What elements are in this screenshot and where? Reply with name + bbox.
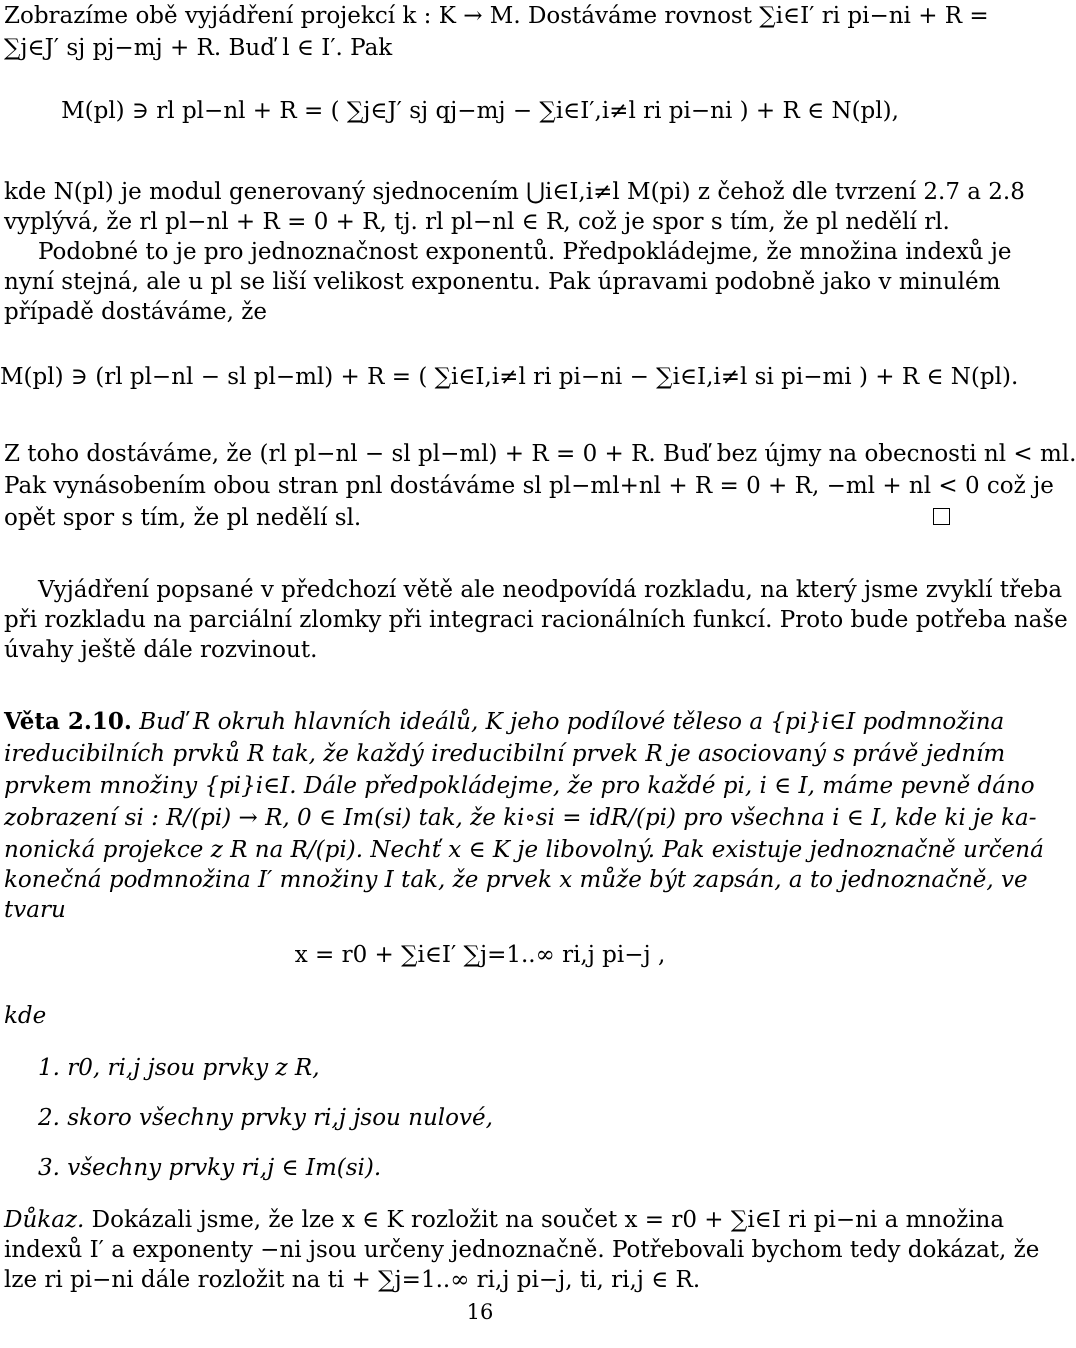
theorem-label: Věta 2.10. — [4, 708, 132, 735]
proof-line: lze ri pi−ni dále rozložit na ti + ∑j=1..∞ ri,j pi−j, ti, ri,j ∈ R. — [4, 1267, 701, 1293]
text-line: nyní stejná, ale u pl se liší velikost exponentu. Pak úpravami podobně jako v minulém — [4, 269, 1001, 295]
qed-square-icon — [933, 508, 950, 525]
text-line: při rozkladu na parciální zlomky při integraci racionálních funkcí. Proto bude potřeba naše — [4, 607, 1068, 633]
theorem-line: nonická projekce z R na R/(pi). Nechť x ∈ K je libovolný. Pak existuje jednoznačně určená — [4, 837, 1044, 863]
text-line: Z toho dostáváme, že (rl pl−nl − sl pl−ml) + R = 0 + R. Buď bez újmy na obecnosti nl < ml. — [4, 441, 1076, 467]
text-line: případě dostáváme, že — [4, 299, 267, 325]
display-equation: x = r0 + ∑i∈I′ ∑j=1..∞ ri,j pi−j , — [294, 942, 666, 968]
proof-line — [4, 1206, 1005, 1234]
text-line: kde N(pl) je modul generovaný sjednocením ⋃i∈I,i≠l M(pi) z čehož dle tvrzení 2.7 a 2.8 — [4, 179, 1025, 205]
text-line — [4, 504, 956, 532]
theorem-line: tvaru — [4, 897, 66, 923]
display-equation: M(pl) ∋ rl pl−nl + R = ( ∑j∈J′ sj qj−mj − ∑i∈I′,i≠l ri pi−ni ) + R ∈ N(pl), — [61, 98, 899, 124]
proof-line: indexů I′ a exponenty −ni jsou určeny jednoznačně. Potřebovali bychom tedy dokázat, že — [4, 1237, 1040, 1263]
theorem-line: konečná podmnožina I′ množiny I tak, že prvek x může být zapsán, a to jednoznačně, ve — [4, 867, 1028, 893]
text-line: Vyjádření popsané v předchozí větě ale neodpovídá rozkladu, na který jsme zvyklí třeba — [38, 577, 1063, 603]
theorem-line — [4, 708, 1005, 736]
list-item: 3. všechny prvky ri,j ∈ Im(si). — [38, 1155, 382, 1181]
theorem-text: Buď R okruh hlavních ideálů, K jeho podílové těleso a {pi}i∈I podmnožina — [139, 709, 1005, 735]
theorem-line: ireducibilních prvků R tak, že každý ireducibilní prvek R je asociovaný s právě jedním — [4, 741, 1006, 767]
theorem-line: prvkem množiny {pi}i∈I. Dále předpokládejme, že pro každé pi, i ∈ I, máme pevně dáno — [4, 773, 1035, 799]
text-line: Pak vynásobením obou stran pnl dostáváme sl pl−ml+nl + R = 0 + R, −ml + nl < 0 což je — [4, 473, 1054, 499]
proof-text: Dokázali jsme, že lze x ∈ K rozložit na součet x = r0 + ∑i∈I ri pi−ni a množina — [91, 1207, 1005, 1233]
list-item: 2. skoro všechny prvky ri,j jsou nulové, — [38, 1105, 493, 1131]
proof-label: Důkaz. — [4, 1207, 85, 1233]
text-line: Zobrazíme obě vyjádření projekcí k : K → M. Dostáváme rovnost ∑i∈I′ ri pi−ni + R = — [4, 3, 989, 29]
text-line: vyplývá, že rl pl−nl + R = 0 + R, tj. rl pl−nl ∈ R, což je spor s tím, že pl nedělí rl. — [4, 209, 950, 235]
display-equation: M(pl) ∋ (rl pl−nl − sl pl−ml) + R = ( ∑i∈I,i≠l ri pi−ni − ∑i∈I,i≠l si pi−mi ) + R ∈ N(pl). — [0, 364, 1019, 390]
theorem-line: kde — [4, 1003, 47, 1029]
theorem-line: zobrazení si : R/(pi) → R, 0 ∈ Im(si) tak, že ki∘si = idR/(pi) pro všechna i ∈ I, kde ki je ka- — [4, 805, 1037, 831]
text-line: úvahy ještě dále rozvinout. — [4, 637, 318, 663]
text-span: opět spor s tím, že pl nedělí sl. — [4, 505, 362, 531]
list-item: 1. r0, ri,j jsou prvky z R, — [38, 1055, 320, 1081]
text-line: ∑j∈J′ sj pj−mj + R. Buď l ∈ I′. Pak — [4, 35, 393, 61]
text-line: Podobné to je pro jednoznačnost exponentů. Předpokládejme, že množina indexů je — [38, 239, 1012, 265]
page-number: 16 — [466, 1300, 494, 1324]
